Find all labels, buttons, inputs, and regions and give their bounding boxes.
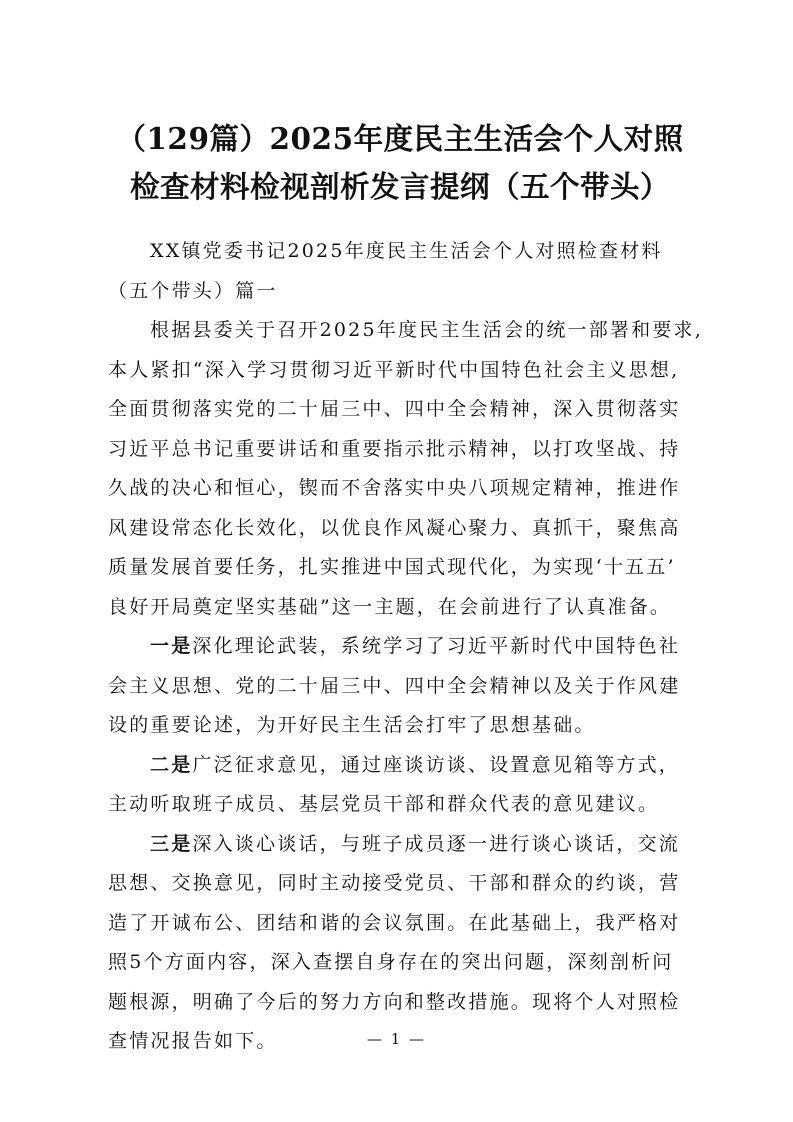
paragraph-2-lead: 一是 xyxy=(150,635,193,657)
paragraph-2-text: 深化理论武装，系统学习了习近平新时代中国特色社 xyxy=(192,635,681,657)
paragraph-3-first-line xyxy=(108,746,698,786)
paragraph-4-lead: 三是 xyxy=(150,832,193,855)
document-body xyxy=(108,232,703,1062)
paragraph-3-line: 主动听取班子成员、基层党员干部和群众代表的意见建议。 xyxy=(108,793,660,815)
paragraph-1-line: 风建设常态化长效化，以优良作风凝心聚力、真抓干，聚焦高 xyxy=(108,516,681,539)
paragraph-3-text: 广泛征求意见，通过座谈访谈、设置意见箱等方式， xyxy=(192,753,681,776)
paragraph-3-lead: 二是 xyxy=(150,753,193,776)
paragraph-1-line: 习近平总书记重要讲话和重要指示批示精神，以打攻坚战、持 xyxy=(108,437,681,460)
paragraph-1-line: 全面贯彻落实党的二十届三中、四中全会精神，深入贯彻落实 xyxy=(108,398,681,420)
subtitle-line-2: （五个带头）篇一 xyxy=(108,279,278,302)
paragraph-1-line: 根据县委关于召开2025年度民主生活会的统一部署和要求, xyxy=(150,319,703,341)
paragraph-1-line: 本人紧扣“深入学习贯彻习近平新时代中国特色社会主义思想, xyxy=(108,358,680,381)
page-number: — 1 — xyxy=(366,1030,427,1048)
paragraph-4-text: 深入谈心谈话，与班子成员逐一进行谈心谈话，交流 xyxy=(192,832,681,855)
paragraph-2-line: 会主义思想、党的二十届三中、四中全会精神以及关于作风建 xyxy=(108,674,681,697)
paragraph-1-line: 久战的决心和恒心，锲而不舍落实中央八项规定精神，推进作 xyxy=(108,477,681,499)
paragraph-1-line: 质量发展首要任务，扎实推进中国式现代化，为实现‘十五五’ xyxy=(108,556,676,578)
paragraph-4-line: 查情况报告如下。 xyxy=(108,1030,278,1052)
paragraph-4-line: 思想、交换意见，同时主动接受党员、干部和群众的约谈，营 xyxy=(108,872,681,894)
title-line-1: （129篇）2025年度民主生活会个人对照 xyxy=(116,121,684,156)
paragraph-2-first-line xyxy=(108,627,698,667)
paragraph-2-line: 设的重要论述，为开好民主生活会打牢了思想基础。 xyxy=(108,714,596,736)
paragraph-1-line: 良好开局奠定坚实基础”这一主题，在会前进行了认真准备。 xyxy=(108,595,672,618)
subtitle-line-1: XX镇党委书记2025年度民主生活会个人对照检查材料 xyxy=(150,240,663,262)
paragraph-4-line: 造了开诚布公、团结和谐的会议氛围。在此基础上，我严格对 xyxy=(108,911,681,934)
paragraph-4-line: 题根源，明确了今后的努力方向和整改措施。现将个人对照检 xyxy=(108,990,681,1013)
document-title xyxy=(100,115,700,211)
paragraph-4-first-line xyxy=(108,825,698,865)
title-line-2: 检查材料检视剖析发言提纲（五个带头） xyxy=(129,169,670,204)
paragraph-4-line: 照5个方面内容，深入查摆自身存在的突出问题，深刻剖析问 xyxy=(108,951,674,973)
